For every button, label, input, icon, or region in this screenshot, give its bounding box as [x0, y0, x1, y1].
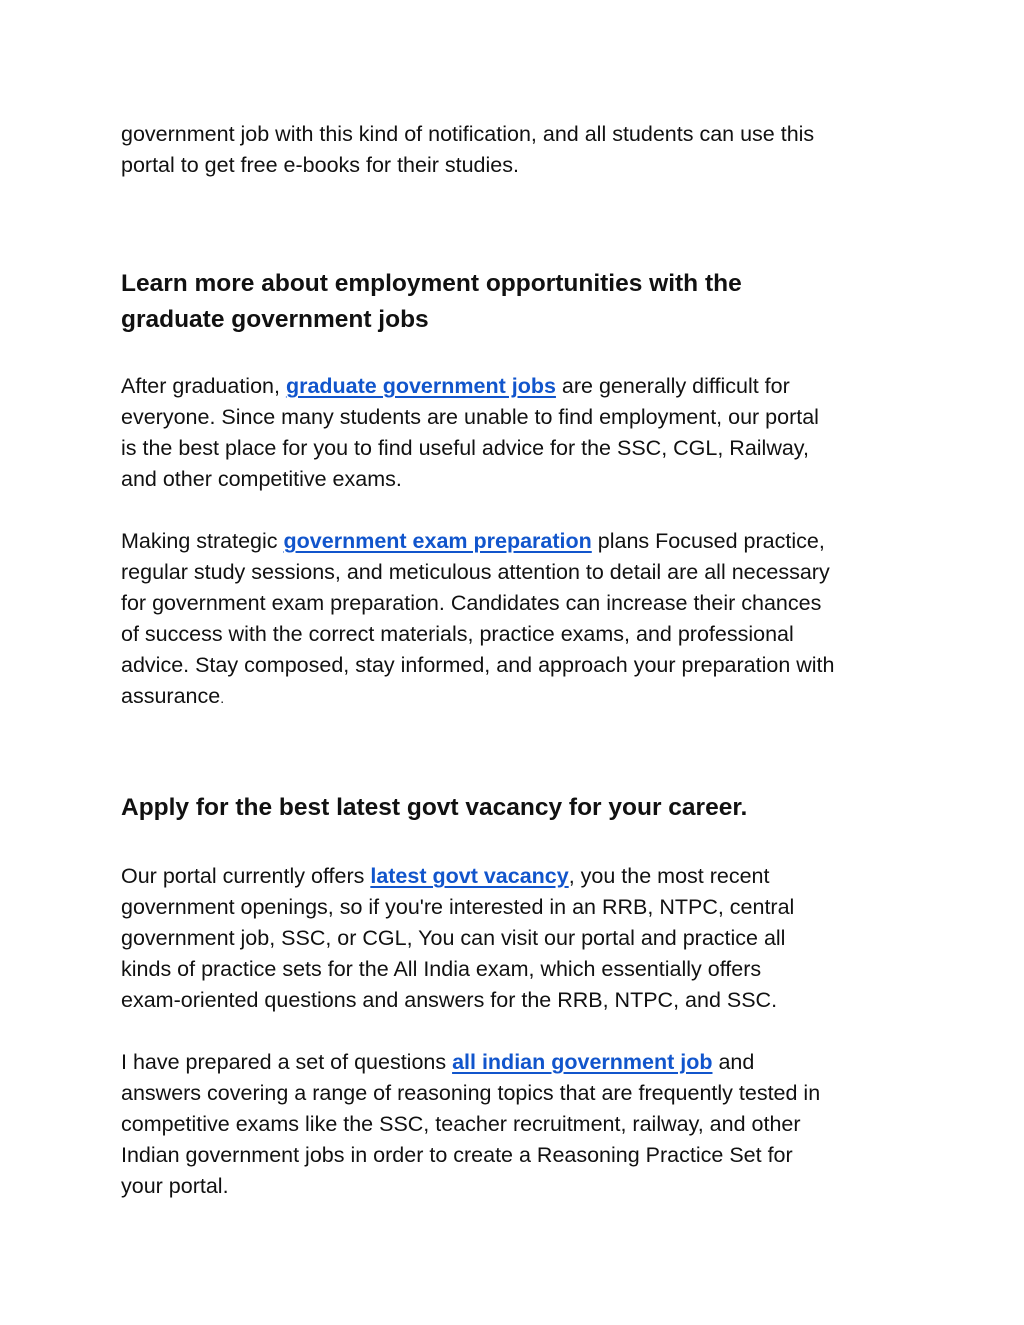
latest-vacancy-paragraph	[121, 861, 921, 1016]
all-indian-government-job-link[interactable]: all indian government job	[452, 1050, 713, 1074]
section-heading-graduate-jobs: Learn more about employment opportunities with the graduate government jobs	[121, 270, 742, 333]
vacancy-para-text-after: , you the most recent government openings, so if you're interested in an RRB, NTPC, central government job, SSC, or CGL, You can visit our portal and practice all kinds of practice sets for the All India exam, which essentially offers exam-oriented questions and answers for the RRB, NTPC, and SSC.	[121, 864, 795, 1012]
graduate-para-text-after: are generally difficult for everyone. Since many students are unable to find employment, our portal is the best place for you to find useful advice for the SSC, CGL, Railway, and other competitive exams.	[121, 374, 819, 491]
vacancy-para-text-before: Our portal currently offers	[121, 864, 371, 888]
reasoning-set-paragraph	[121, 1047, 921, 1202]
exam-para-text-before: Making strategic	[121, 529, 284, 553]
reasoning-para-text-after: and answers covering a range of reasoning topics that are frequently tested in competitive exams like the SSC, teacher recruitment, railway, and other Indian government jobs in order to create a Reasoning Practice Set for your portal.	[121, 1050, 821, 1198]
reasoning-para-text-before: I have prepared a set of questions	[121, 1050, 453, 1074]
graduate-jobs-paragraph	[121, 371, 921, 495]
intro-text: government job with this kind of notification, and all students can use this portal to get free e-books for their studies.	[121, 122, 815, 177]
graduate-para-text-before: After graduation,	[121, 374, 286, 398]
intro-paragraph	[121, 119, 921, 181]
section-heading-latest-vacancy: Apply for the best latest govt vacancy for your career.	[121, 794, 748, 821]
exam-preparation-paragraph	[121, 526, 921, 714]
latest-govt-vacancy-link[interactable]: latest govt vacancy	[370, 864, 569, 888]
exam-para-text-after: plans Focused practice, regular study sessions, and meticulous attention to detail are all necessary for government exam preparation. Candidates can increase their chances of success with the correct materials, practice exams, and professional advice. Stay composed, stay informed, and approach your preparation with assurance	[121, 529, 835, 708]
graduate-government-jobs-link[interactable]: graduate government jobs	[285, 374, 556, 398]
exam-para-end: .	[220, 690, 225, 706]
government-exam-preparation-link[interactable]: government exam preparation	[283, 529, 592, 553]
